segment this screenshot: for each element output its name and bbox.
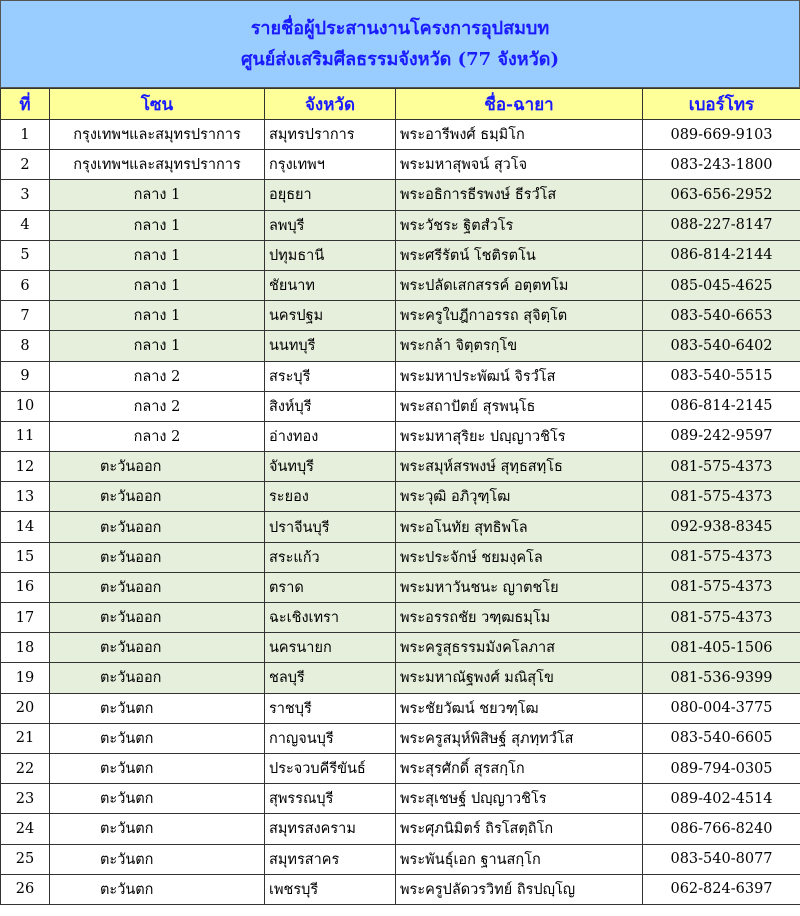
cell-phone: 081-575-4373 [643, 542, 800, 572]
cell-no: 9 [1, 361, 50, 391]
cell-phone: 081-575-4373 [643, 572, 800, 602]
cell-province: ราชบุรี [265, 693, 396, 723]
cell-phone: 083-540-5515 [643, 361, 800, 391]
table-row [1, 693, 800, 723]
column-header-province: จังหวัด [265, 89, 396, 120]
cell-name: พระกล้า จิตฺตรกฺโข [396, 331, 643, 361]
cell-no: 12 [1, 452, 50, 482]
cell-phone: 083-540-6605 [643, 723, 800, 753]
cell-province: เพชรบุรี [265, 874, 396, 904]
cell-name: พระพันธุ์เอก ฐานสกฺโก [396, 844, 643, 874]
cell-zone: กลาง 2 [50, 421, 265, 451]
cell-zone: ตะวันตก [50, 784, 265, 814]
cell-no: 17 [1, 603, 50, 633]
cell-province: สิงห์บุรี [265, 391, 396, 421]
cell-no: 21 [1, 723, 50, 753]
cell-name: พระสุเชษฐ์ ปญฺญาวชิโร [396, 784, 643, 814]
cell-no: 23 [1, 784, 50, 814]
cell-province: อ่างทอง [265, 421, 396, 451]
table-row [1, 663, 800, 693]
cell-zone: ตะวันตก [50, 693, 265, 723]
table-row [1, 572, 800, 602]
cell-phone: 092-938-8345 [643, 512, 800, 542]
cell-name: พระอธิการธีรพงษ์ ธีรวํโส [396, 180, 643, 210]
cell-no: 8 [1, 331, 50, 361]
cell-name: พระมหาสุริยะ ปญฺญาวชิโร [396, 421, 643, 451]
cell-province: ฉะเชิงเทรา [265, 603, 396, 633]
cell-no: 1 [1, 120, 50, 150]
cell-phone: 088-227-8147 [643, 210, 800, 240]
cell-name: พระมหาวันชนะ ญาตชโย [396, 572, 643, 602]
table-row [1, 603, 800, 633]
cell-zone: ตะวันออก [50, 542, 265, 572]
cell-phone: 081-575-4373 [643, 452, 800, 482]
table-row [1, 633, 800, 663]
cell-no: 16 [1, 572, 50, 602]
cell-province: ลพบุรี [265, 210, 396, 240]
cell-province: กรุงเทพฯ [265, 150, 396, 180]
table-row [1, 512, 800, 542]
cell-zone: ตะวันออก [50, 512, 265, 542]
cell-province: ระยอง [265, 482, 396, 512]
cell-no: 15 [1, 542, 50, 572]
cell-name: พระวัชระ ฐิตสํวโร [396, 210, 643, 240]
cell-zone: กลาง 2 [50, 361, 265, 391]
cell-phone: 086-814-2144 [643, 240, 800, 270]
cell-no: 14 [1, 512, 50, 542]
cell-zone: กลาง 1 [50, 301, 265, 331]
cell-name: พระศุภนิมิตร์ ถิรโสตฺถิโก [396, 814, 643, 844]
cell-province: กาญจนบุรี [265, 723, 396, 753]
cell-zone: กลาง 1 [50, 270, 265, 300]
cell-province: สระบุรี [265, 361, 396, 391]
cell-no: 10 [1, 391, 50, 421]
cell-zone: กลาง 1 [50, 240, 265, 270]
cell-no: 5 [1, 240, 50, 270]
table-row [1, 784, 800, 814]
table-row [1, 150, 800, 180]
cell-phone: 081-405-1506 [643, 633, 800, 663]
cell-zone: ตะวันออก [50, 663, 265, 693]
cell-province: สมุทรปราการ [265, 120, 396, 150]
cell-no: 11 [1, 421, 50, 451]
table-row [1, 210, 800, 240]
cell-phone: 083-540-8077 [643, 844, 800, 874]
cell-name: พระศรีรัตน์ โชติรตโน [396, 240, 643, 270]
cell-zone: ตะวันตก [50, 844, 265, 874]
cell-province: อยุธยา [265, 180, 396, 210]
cell-phone: 083-540-6653 [643, 301, 800, 331]
cell-zone: ตะวันตก [50, 753, 265, 783]
table-row [1, 753, 800, 783]
cell-zone: ตะวันตก [50, 723, 265, 753]
cell-no: 24 [1, 814, 50, 844]
table-header-row [1, 89, 800, 120]
cell-name: พระชัยวัฒน์ ชยวฑฺโฒ [396, 693, 643, 723]
cell-province: ตราด [265, 572, 396, 602]
cell-zone: กรุงเทพฯและสมุทรปราการ [50, 120, 265, 150]
cell-zone: กลาง 2 [50, 391, 265, 421]
cell-province: จันทบุรี [265, 452, 396, 482]
cell-province: นครปฐม [265, 301, 396, 331]
document-subtitle: ศูนย์ส่งเสริมศีลธรรมจังหวัด (77 จังหวัด) [241, 49, 559, 70]
cell-phone: 089-669-9103 [643, 120, 800, 150]
cell-zone: ตะวันออก [50, 603, 265, 633]
cell-zone: กลาง 1 [50, 180, 265, 210]
cell-province: ประจวบคีรีขันธ์ [265, 753, 396, 783]
table-row [1, 844, 800, 874]
cell-no: 26 [1, 874, 50, 904]
cell-no: 3 [1, 180, 50, 210]
cell-province: ชัยนาท [265, 270, 396, 300]
cell-phone: 081-575-4373 [643, 603, 800, 633]
cell-province: สระแก้ว [265, 542, 396, 572]
cell-name: พระปลัดเสกสรรค์ อตฺตทโม [396, 270, 643, 300]
table-row [1, 723, 800, 753]
cell-phone: 081-575-4373 [643, 482, 800, 512]
table-row [1, 391, 800, 421]
table-row [1, 814, 800, 844]
cell-phone: 086-814-2145 [643, 391, 800, 421]
cell-zone: ตะวันออก [50, 482, 265, 512]
cell-name: พระครูปลัดวรวิทย์ ถิรปญฺโญ [396, 874, 643, 904]
cell-phone: 089-794-0305 [643, 753, 800, 783]
cell-name: พระสมุห์สรพงษ์ สุทฺธสทฺโธ [396, 452, 643, 482]
cell-name: พระอโนทัย สุทธิพโล [396, 512, 643, 542]
cell-no: 7 [1, 301, 50, 331]
cell-zone: กรุงเทพฯและสมุทรปราการ [50, 150, 265, 180]
cell-phone: 080-004-3775 [643, 693, 800, 723]
cell-no: 25 [1, 844, 50, 874]
cell-no: 6 [1, 270, 50, 300]
cell-no: 18 [1, 633, 50, 663]
table-row [1, 270, 800, 300]
cell-province: สุพรรณบุรี [265, 784, 396, 814]
cell-phone: 081-536-9399 [643, 663, 800, 693]
cell-phone: 083-243-1800 [643, 150, 800, 180]
table-row [1, 482, 800, 512]
cell-phone: 089-242-9597 [643, 421, 800, 451]
table-row [1, 120, 800, 150]
cell-zone: ตะวันออก [50, 633, 265, 663]
column-header-phone: เบอร์โทร [643, 89, 800, 120]
table-row [1, 331, 800, 361]
cell-name: พระสุรศักดิ์ สุรสกฺโก [396, 753, 643, 783]
cell-phone: 085-045-4625 [643, 270, 800, 300]
cell-zone: ตะวันออก [50, 452, 265, 482]
cell-name: พระวุฒิ อภิวุฑฺโฒ [396, 482, 643, 512]
cell-province: นนทบุรี [265, 331, 396, 361]
column-header-no: ที่ [1, 89, 50, 120]
cell-name: พระครูสุธรรมมังคโลภาส [396, 633, 643, 663]
cell-name: พระอารีพงศ์ ธมฺมิโก [396, 120, 643, 150]
table-row [1, 361, 800, 391]
cell-zone: กลาง 1 [50, 331, 265, 361]
table-row [1, 874, 800, 904]
table-row [1, 301, 800, 331]
cell-name: พระมหาณัฐพงศ์ มณิสุโข [396, 663, 643, 693]
column-header-name: ชื่อ-ฉายา [396, 89, 643, 120]
cell-name: พระสถาปัตย์ สุรพนฺโธ [396, 391, 643, 421]
cell-province: นครนายก [265, 633, 396, 663]
cell-phone: 083-540-6402 [643, 331, 800, 361]
cell-province: ชลบุรี [265, 663, 396, 693]
cell-phone: 086-766-8240 [643, 814, 800, 844]
cell-no: 19 [1, 663, 50, 693]
cell-no: 4 [1, 210, 50, 240]
cell-no: 13 [1, 482, 50, 512]
table-row [1, 421, 800, 451]
coordinator-table [0, 88, 800, 905]
cell-name: พระมหาสุพจน์ สุวโจ [396, 150, 643, 180]
table-row [1, 542, 800, 572]
cell-no: 2 [1, 150, 50, 180]
cell-province: ปทุมธานี [265, 240, 396, 270]
cell-zone: ตะวันตก [50, 814, 265, 844]
cell-name: พระประจักษ์ ชยมงฺคโล [396, 542, 643, 572]
cell-zone: ตะวันตก [50, 874, 265, 904]
table-row [1, 240, 800, 270]
cell-province: สมุทรสงคราม [265, 814, 396, 844]
table-row [1, 452, 800, 482]
table-body [1, 120, 800, 905]
cell-province: ปราจีนบุรี [265, 512, 396, 542]
column-header-zone: โซน [50, 89, 265, 120]
cell-phone: 062-824-6397 [643, 874, 800, 904]
cell-name: พระมหาประพัฒน์ จิรวํโส [396, 361, 643, 391]
cell-zone: กลาง 1 [50, 210, 265, 240]
table-row [1, 180, 800, 210]
cell-zone: ตะวันออก [50, 572, 265, 602]
cell-phone: 063-656-2952 [643, 180, 800, 210]
cell-no: 20 [1, 693, 50, 723]
cell-name: พระครูสมุห์พิสิษฐ์ สุภทฺทวํโส [396, 723, 643, 753]
cell-name: พระอรรถชัย วฑฺฒธมฺโม [396, 603, 643, 633]
cell-province: สมุทรสาคร [265, 844, 396, 874]
document-header [0, 0, 800, 88]
document-title: รายชื่อผู้ประสานงานโครงการอุปสมบท [250, 18, 550, 39]
cell-no: 22 [1, 753, 50, 783]
cell-name: พระครูใบฎีกาอรรถ สุจิตฺโต [396, 301, 643, 331]
cell-phone: 089-402-4514 [643, 784, 800, 814]
